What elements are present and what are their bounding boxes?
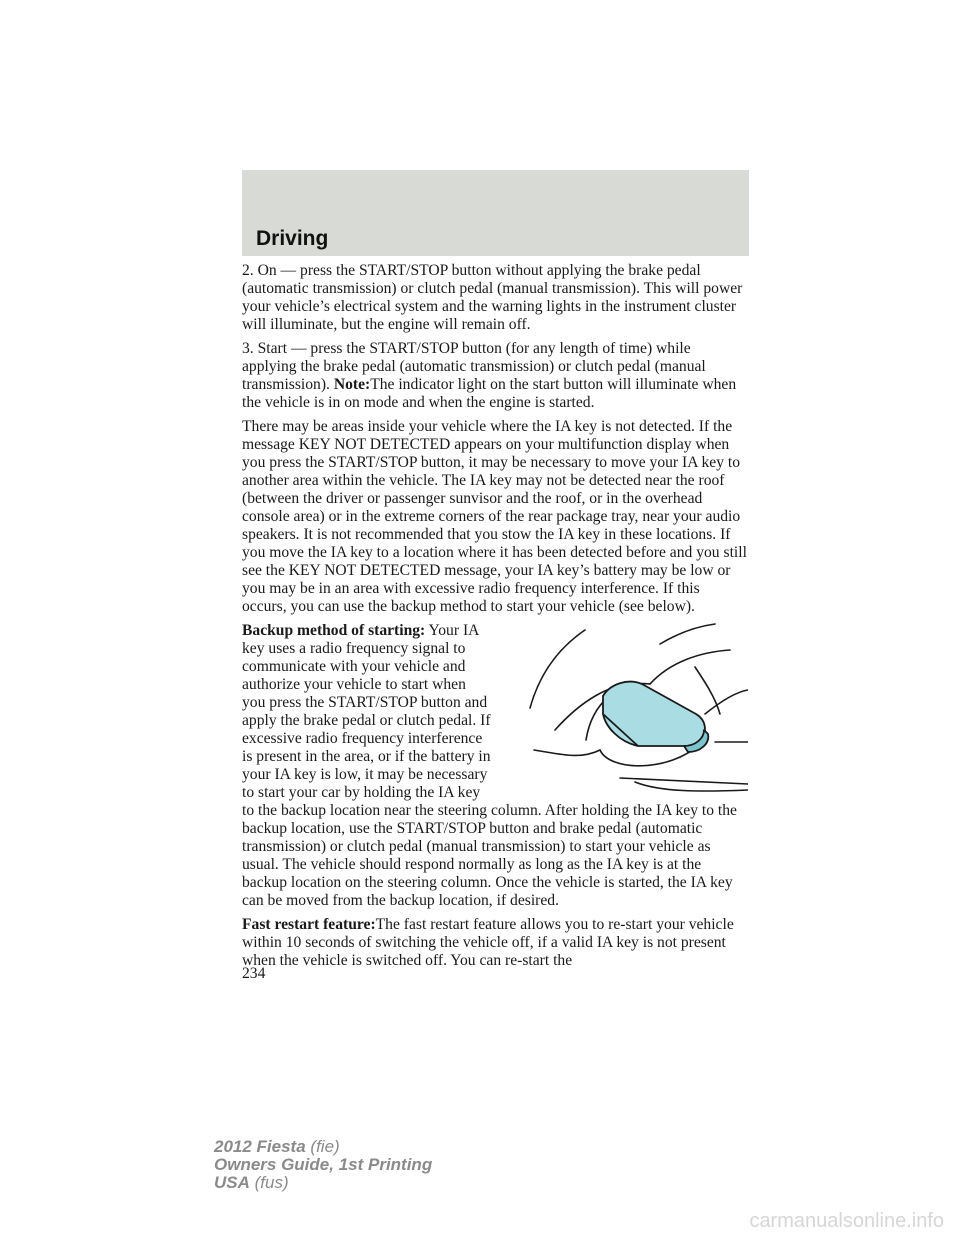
paragraph-key-not-detected: There may be areas inside your vehicle where the IA key is not detected. If the message KEY NOT DETECTED appears on your multifunction display when you press the START/STOP button, it may be necessary to move your IA key to another area within the vehicle. The IA key may not be detected near the roof (between the driver or passenger sunvisor and the roof, or in the overhead console area) or in the extreme corners of the rear package tray, near your audio speakers. It is not recommended that you stow the IA key in these locations. If you move the IA key to a location where it has been detected before and you still see the KEY NOT DETECTED message, your IA key’s battery may be low or you may be in an area with excessive radio frequency interference. If this occurs, you can use the backup method to start your vehicle (see below). <box>242 418 747 615</box>
footer-market-code: (fus) <box>254 1173 289 1192</box>
steering-column-key-drawing <box>500 622 748 796</box>
note-label: Note: <box>333 376 371 393</box>
start-text: 3. Start — press the START/STOP button (for any length of time) while applying the brake pedal (automatic transmission) or clutch pedal (manual transmission). <box>242 340 706 393</box>
footer-guide: Owners Guide, 1st Printing <box>214 1155 433 1174</box>
page-content <box>242 262 748 976</box>
backup-location-illustration <box>500 622 748 796</box>
paragraph-fast-restart <box>242 916 748 970</box>
backup-method-label: Backup method of starting: <box>242 622 426 639</box>
site-watermark: carmanualsonline.info <box>749 1210 944 1232</box>
footer-model: 2012 Fiesta <box>214 1137 306 1156</box>
section-title: Driving <box>256 227 329 250</box>
footer-line-model <box>214 1138 432 1156</box>
section-header <box>242 170 749 256</box>
paragraph-start <box>242 340 748 412</box>
footer-line-market <box>214 1174 432 1192</box>
page-number: 234 <box>242 965 266 982</box>
document-footer <box>214 1138 432 1192</box>
note-text: The indicator light on the start button will illuminate when the vehicle is in on mode and when the engine is started. <box>242 376 737 411</box>
backup-method-text: Your IA key uses a radio frequency signal to communicate with your vehicle and authorize your vehicle to start when you press the START/STOP button and apply the brake pedal or clutch pedal. If excessive radio frequency interference is present in the area, or if the battery in your IA key is low, it may be necessary to start your car by holding the IA key to the backup location near the steering column. After holding the IA key to the backup location, use the START/STOP button and brake pedal (automatic transmission) or clutch pedal (manual transmission) to start your vehicle as usual. The vehicle should respond normally as long as the IA key is at the backup location on the steering column. Once the vehicle is started, the IA key can be moved from the backup location, if desired. <box>242 622 737 909</box>
paragraph-backup-method <box>242 622 748 910</box>
footer-market: USA <box>214 1173 250 1192</box>
ia-key-icon <box>603 682 708 752</box>
fast-restart-label: Fast restart feature: <box>242 916 376 933</box>
footer-line-guide <box>214 1156 432 1174</box>
paragraph-on-mode: 2. On — press the START/STOP button without applying the brake pedal (automatic transmission) or clutch pedal (manual transmission). This will power your vehicle’s electrical system and the warning lights in the instrument cluster will illuminate, but the engine will remain off. <box>242 262 743 333</box>
footer-model-code: (fie) <box>310 1137 340 1156</box>
fast-restart-text: The fast restart feature allows you to re-start your vehicle within 10 seconds of switching the vehicle off, if a valid IA key is not present when the vehicle is switched off. You can re-start the <box>242 916 734 969</box>
